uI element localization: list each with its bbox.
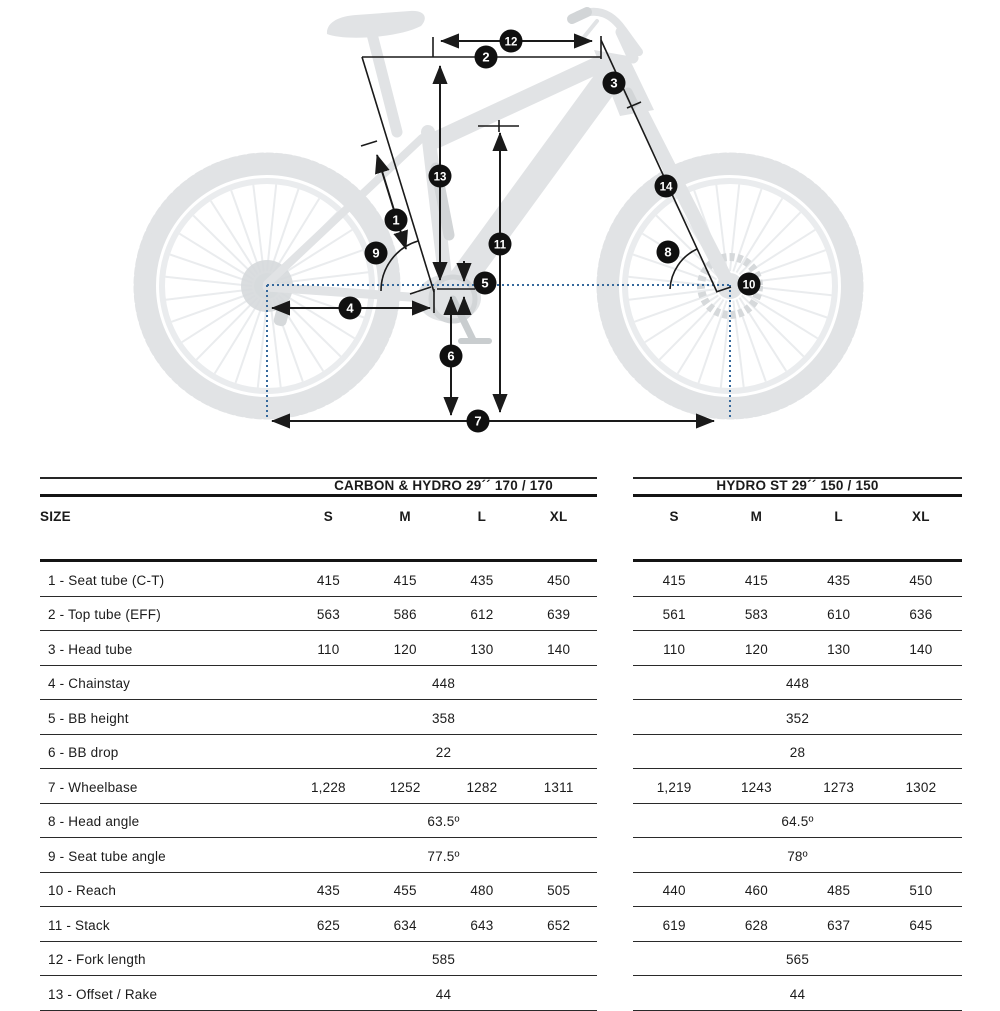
cell-value: 510 bbox=[880, 873, 962, 908]
column-gap bbox=[597, 804, 633, 839]
cell-value: 565 bbox=[633, 942, 962, 977]
cell-value: 612 bbox=[444, 597, 521, 632]
row-label: 9 - Seat tube angle bbox=[40, 838, 290, 873]
cell-value: 450 bbox=[880, 562, 962, 597]
dimension-badge-number: 12 bbox=[504, 36, 518, 49]
cell-value: 440 bbox=[633, 873, 715, 908]
cell-value: 130 bbox=[798, 631, 880, 666]
dimension-badge-number: 6 bbox=[447, 348, 455, 364]
seat-post bbox=[372, 34, 397, 132]
cell-value: 77.5º bbox=[290, 838, 597, 873]
cell-value: 435 bbox=[290, 873, 367, 908]
column-gap bbox=[597, 631, 633, 666]
geometry-diagram bbox=[0, 0, 1000, 462]
column-header-s: S bbox=[633, 497, 715, 562]
cell-value: 1282 bbox=[444, 769, 521, 804]
cell-value: 140 bbox=[880, 631, 962, 666]
cell-value: 448 bbox=[633, 666, 962, 701]
cell-value: 120 bbox=[715, 631, 797, 666]
bike-silhouette-illustration bbox=[139, 11, 858, 414]
column-header-xl: XL bbox=[520, 497, 597, 562]
dimension-badge-number: 11 bbox=[493, 239, 507, 252]
row-label: 7 - Wheelbase bbox=[40, 769, 290, 804]
column-gap bbox=[597, 907, 633, 942]
cell-value: 628 bbox=[715, 907, 797, 942]
cell-value: 64.5º bbox=[633, 804, 962, 839]
cell-value: 44 bbox=[290, 976, 597, 1011]
spoke bbox=[744, 293, 818, 339]
row-label: 4 - Chainstay bbox=[40, 666, 290, 701]
cell-value: 637 bbox=[798, 907, 880, 942]
cell-value: 563 bbox=[290, 597, 367, 632]
cell-value: 1302 bbox=[880, 769, 962, 804]
cell-value: 435 bbox=[444, 562, 521, 597]
column-gap bbox=[597, 838, 633, 873]
cell-value: 120 bbox=[367, 631, 444, 666]
cell-value: 415 bbox=[633, 562, 715, 597]
column-header-xl: XL bbox=[880, 497, 962, 562]
row-label: 5 - BB height bbox=[40, 700, 290, 735]
cell-value: 583 bbox=[715, 597, 797, 632]
spoke bbox=[211, 201, 258, 274]
cell-value: 585 bbox=[290, 942, 597, 977]
spoke bbox=[182, 295, 255, 342]
cell-value: 352 bbox=[633, 700, 962, 735]
cell-value: 110 bbox=[290, 631, 367, 666]
cell-value: 140 bbox=[520, 631, 597, 666]
column-gap bbox=[597, 700, 633, 735]
cell-value: 485 bbox=[798, 873, 880, 908]
spoke bbox=[193, 216, 255, 277]
cell-value: 505 bbox=[520, 873, 597, 908]
cell-value: 130 bbox=[444, 631, 521, 666]
dimension-badge-number: 13 bbox=[433, 171, 447, 184]
dimension-badge-number: 9 bbox=[372, 245, 380, 261]
grip bbox=[572, 12, 587, 19]
column-header-s: S bbox=[290, 497, 367, 562]
cell-value: 561 bbox=[633, 597, 715, 632]
saddle bbox=[327, 11, 425, 38]
cell-value: 63.5º bbox=[290, 804, 597, 839]
column-gap bbox=[597, 666, 633, 701]
cell-value: 1,228 bbox=[290, 769, 367, 804]
dimension-badge-number: 8 bbox=[664, 244, 672, 260]
cell-value: 28 bbox=[633, 735, 962, 770]
brake-lever bbox=[584, 21, 597, 37]
cell-value: 643 bbox=[444, 907, 521, 942]
cell-value: 415 bbox=[715, 562, 797, 597]
size-column-header: SIZE bbox=[40, 497, 290, 562]
cell-value: 619 bbox=[633, 907, 715, 942]
column-header-m: M bbox=[715, 497, 797, 562]
dimension-badge-number: 5 bbox=[481, 275, 489, 291]
cell-value: 645 bbox=[880, 907, 962, 942]
spoke bbox=[739, 212, 800, 274]
cell-value: 1311 bbox=[520, 769, 597, 804]
row-label: 11 - Stack bbox=[40, 907, 290, 942]
spoke bbox=[737, 199, 783, 273]
cell-value: 586 bbox=[367, 597, 444, 632]
dimension-badge-number: 3 bbox=[610, 75, 618, 91]
cell-value: 1,219 bbox=[633, 769, 715, 804]
cell-value: 44 bbox=[633, 976, 962, 1011]
spoke bbox=[197, 298, 258, 360]
cell-value: 455 bbox=[367, 873, 444, 908]
cell-value: 78º bbox=[633, 838, 962, 873]
row-label: 8 - Head angle bbox=[40, 804, 290, 839]
column-gap bbox=[597, 976, 633, 1011]
cell-value: 1243 bbox=[715, 769, 797, 804]
spoke bbox=[215, 300, 261, 374]
cell-value: 450 bbox=[520, 562, 597, 597]
dimension-badge-number: 10 bbox=[742, 279, 756, 292]
column-header-l: L bbox=[798, 497, 880, 562]
column-header-m: M bbox=[367, 497, 444, 562]
cell-value: 634 bbox=[367, 907, 444, 942]
column-header-l: L bbox=[444, 497, 521, 562]
cell-value: 415 bbox=[290, 562, 367, 597]
cell-value: 625 bbox=[290, 907, 367, 942]
cell-value: 610 bbox=[798, 597, 880, 632]
dimension-badge-number: 2 bbox=[482, 49, 490, 65]
column-gap bbox=[597, 873, 633, 908]
row-label: 2 - Top tube (EFF) bbox=[40, 597, 290, 632]
row-label: 10 - Reach bbox=[40, 873, 290, 908]
row-label: 6 - BB drop bbox=[40, 735, 290, 770]
cell-value: 460 bbox=[715, 873, 797, 908]
cell-value: 435 bbox=[798, 562, 880, 597]
cell-value: 448 bbox=[290, 666, 597, 701]
cell-value: 415 bbox=[367, 562, 444, 597]
column-gap bbox=[597, 942, 633, 977]
row-label: 3 - Head tube bbox=[40, 631, 290, 666]
dimension-badge-number: 1 bbox=[392, 212, 400, 228]
cell-value: 1252 bbox=[367, 769, 444, 804]
column-gap bbox=[597, 597, 633, 632]
cell-value: 1273 bbox=[798, 769, 880, 804]
dimension-line bbox=[361, 141, 377, 146]
row-label: 13 - Offset / Rake bbox=[40, 976, 290, 1011]
cell-value: 636 bbox=[880, 597, 962, 632]
row-label: 12 - Fork length bbox=[40, 942, 290, 977]
dimension-badge-number: 14 bbox=[659, 181, 673, 194]
spoke bbox=[180, 234, 254, 280]
cell-value: 358 bbox=[290, 700, 597, 735]
cell-value: 639 bbox=[520, 597, 597, 632]
cell-value: 110 bbox=[633, 631, 715, 666]
cell-value: 652 bbox=[520, 907, 597, 942]
cell-value: 480 bbox=[444, 873, 521, 908]
row-label: 1 - Seat tube (C-T) bbox=[40, 562, 290, 597]
column-gap bbox=[597, 735, 633, 770]
geometry-table bbox=[40, 470, 962, 1011]
column-gap bbox=[597, 470, 633, 497]
column-gap bbox=[597, 769, 633, 804]
column-gap bbox=[597, 562, 633, 597]
group-title-right: HYDRO ST 29´´ 150 / 150 bbox=[633, 470, 962, 497]
dimension-badge-number: 7 bbox=[474, 413, 482, 429]
dimension-badge-number: 4 bbox=[346, 300, 354, 316]
cell-value: 22 bbox=[290, 735, 597, 770]
column-gap bbox=[597, 497, 633, 562]
group-title-left: CARBON & HYDRO 29´´ 170 / 170 bbox=[40, 470, 597, 497]
